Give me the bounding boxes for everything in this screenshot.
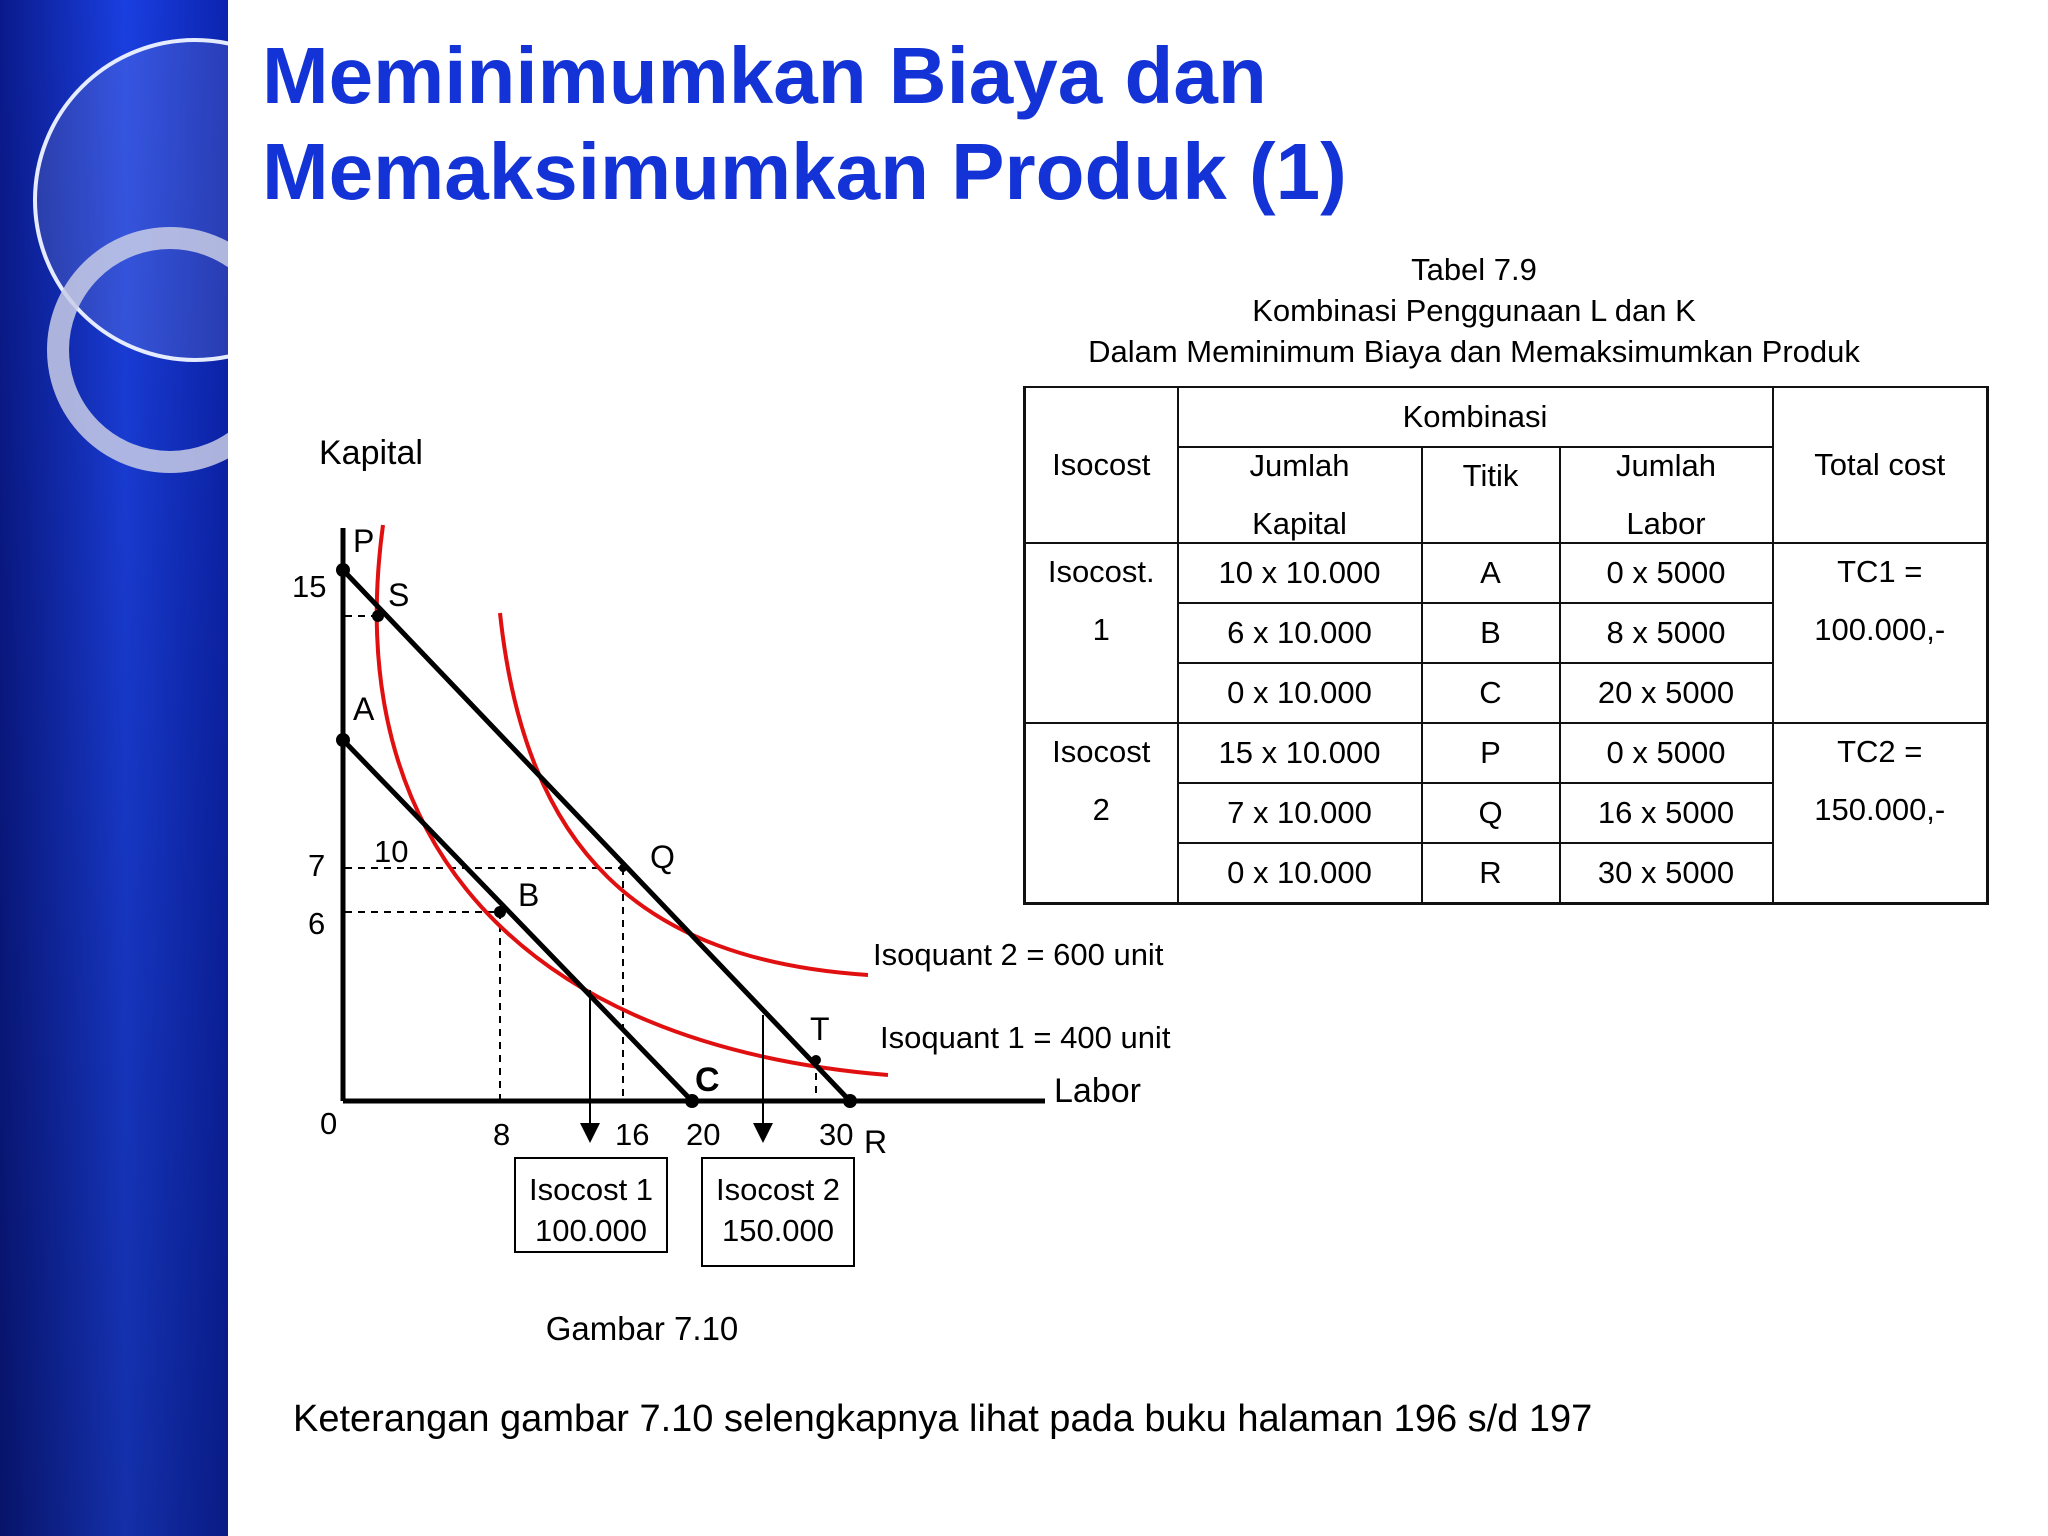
table-row	[1025, 543, 1988, 603]
header-jumlah-kapital	[1178, 447, 1422, 543]
cell-kapital: 6 x 10.000	[1178, 603, 1422, 663]
header-total-cost	[1773, 387, 1988, 543]
cell-isocost-1-spacer	[1025, 663, 1178, 723]
header-titik	[1422, 447, 1560, 543]
cell-total-cost-2-line1: TC2 =	[1837, 734, 1923, 769]
cell-titik: C	[1422, 663, 1560, 723]
x-tick-20: 20	[686, 1117, 721, 1152]
cell-kapital: 15 x 10.000	[1178, 723, 1422, 783]
point-label-q: Q	[650, 839, 675, 875]
header-jumlah-kapital-line1: Jumlah	[1249, 448, 1350, 483]
point-r	[843, 1094, 857, 1108]
cell-isocost-2-line2: 2	[1092, 792, 1110, 827]
cell-total-cost-1-spacer	[1773, 663, 1988, 723]
table-caption-line3: Dalam Meminimum Biaya dan Memaksimumkan Produk	[1088, 334, 1860, 369]
point-label-b: B	[518, 877, 540, 913]
table-row	[1025, 663, 1988, 723]
point-t	[811, 1055, 821, 1065]
cell-kapital: 0 x 10.000	[1178, 843, 1422, 904]
y-axis-label: Kapital	[319, 434, 423, 472]
point-p	[336, 563, 350, 577]
isocost-1-box-line2: 100.000	[534, 1213, 648, 1248]
point-label-s: S	[388, 577, 410, 613]
point-label-r: R	[864, 1124, 888, 1160]
cell-labor: 0 x 5000	[1560, 723, 1773, 783]
table-caption-line2: Kombinasi Penggunaan L dan K	[1252, 293, 1696, 328]
point-label-p: P	[353, 523, 375, 559]
point-label-a: A	[353, 691, 375, 727]
origin-label: 0	[320, 1106, 338, 1141]
header-jumlah-labor-line2: Labor	[1626, 506, 1706, 541]
header-kombinasi	[1178, 387, 1773, 447]
cell-isocost-1-line1: Isocost.	[1047, 554, 1155, 589]
cell-titik: P	[1422, 723, 1560, 783]
point-a	[336, 733, 350, 747]
cell-isocost-2	[1025, 723, 1178, 843]
header-titik-text: Titik	[1462, 458, 1519, 493]
cell-total-cost-1	[1773, 543, 1988, 663]
y-tick-15: 15	[292, 569, 327, 604]
cell-labor: 30 x 5000	[1560, 843, 1773, 904]
header-jumlah-labor	[1560, 447, 1773, 543]
header-total-cost-text: Total cost	[1814, 447, 1946, 482]
isocost-1-line	[343, 740, 692, 1101]
cell-isocost-2-line1: Isocost	[1052, 734, 1151, 769]
x-tick-16: 16	[615, 1117, 650, 1152]
cell-titik: Q	[1422, 783, 1560, 843]
isoquant-2-label: Isoquant 2 = 600 unit	[873, 937, 1164, 972]
isoquant-1-label: Isoquant 1 = 400 unit	[880, 1020, 1171, 1055]
figure-caption: Gambar 7.10	[545, 1310, 739, 1347]
point-q	[619, 864, 627, 872]
isocost-2-box-line2: 150.000	[721, 1213, 835, 1248]
cell-total-cost-2	[1773, 723, 1988, 843]
cell-total-cost-2-line2: 150.000,-	[1814, 792, 1946, 827]
point-label-t: T	[810, 1011, 830, 1047]
cell-isocost-1	[1025, 543, 1178, 663]
cell-kapital: 0 x 10.000	[1178, 663, 1422, 723]
table-row	[1025, 843, 1988, 904]
x-tick-8: 8	[493, 1117, 511, 1152]
table-caption-line1: Tabel 7.9	[1411, 252, 1537, 287]
header-jumlah-kapital-line2: Kapital	[1252, 506, 1347, 541]
cell-titik: R	[1422, 843, 1560, 904]
cell-total-cost-2-spacer	[1773, 843, 1988, 904]
point-label-c: C	[695, 1061, 720, 1099]
isocost-2-box-line1: Isocost 2	[715, 1172, 841, 1207]
y-tick-6: 6	[308, 906, 326, 941]
cell-total-cost-1-line1: TC1 =	[1837, 554, 1923, 589]
table-7-9	[1023, 386, 1989, 905]
cell-labor: 20 x 5000	[1560, 663, 1773, 723]
cell-isocost-1-line2: 1	[1092, 612, 1110, 647]
table-row	[1025, 723, 1988, 783]
header-isocost	[1025, 387, 1178, 543]
cell-labor: 8 x 5000	[1560, 603, 1773, 663]
combination-table	[1023, 386, 1989, 905]
x-axis-label: Labor	[1054, 1072, 1141, 1110]
cell-titik: B	[1422, 603, 1560, 663]
y-tick-7: 7	[308, 848, 326, 883]
x-tick-30: 30	[819, 1117, 854, 1152]
cell-kapital: 10 x 10.000	[1178, 543, 1422, 603]
footer-note: Keterangan gambar 7.10 selengkapnya lihat pada buku halaman 196 s/d 197	[293, 1398, 1593, 1440]
page-title-line2: Memaksimumkan Produk (1)	[262, 127, 1347, 216]
header-kombinasi-text: Kombinasi	[1402, 399, 1548, 434]
cell-isocost-2-spacer	[1025, 843, 1178, 904]
cell-labor: 16 x 5000	[1560, 783, 1773, 843]
header-isocost-text: Isocost	[1052, 447, 1151, 482]
cell-total-cost-1-line2: 100.000,-	[1814, 612, 1946, 647]
cell-kapital: 7 x 10.000	[1178, 783, 1422, 843]
isocost-2-line	[343, 570, 850, 1101]
cell-titik: A	[1422, 543, 1560, 603]
header-jumlah-labor-line1: Jumlah	[1616, 448, 1716, 483]
table-header-row-1	[1025, 387, 1988, 447]
point-s	[372, 610, 384, 622]
inner-label-10: 10	[374, 834, 409, 869]
isocost-1-box-line1: Isocost 1	[528, 1172, 654, 1207]
isoquant-1-curve	[377, 525, 888, 1075]
cell-labor: 0 x 5000	[1560, 543, 1773, 603]
page-title-line1: Meminimumkan Biaya dan	[262, 31, 1267, 120]
point-b	[494, 906, 506, 918]
